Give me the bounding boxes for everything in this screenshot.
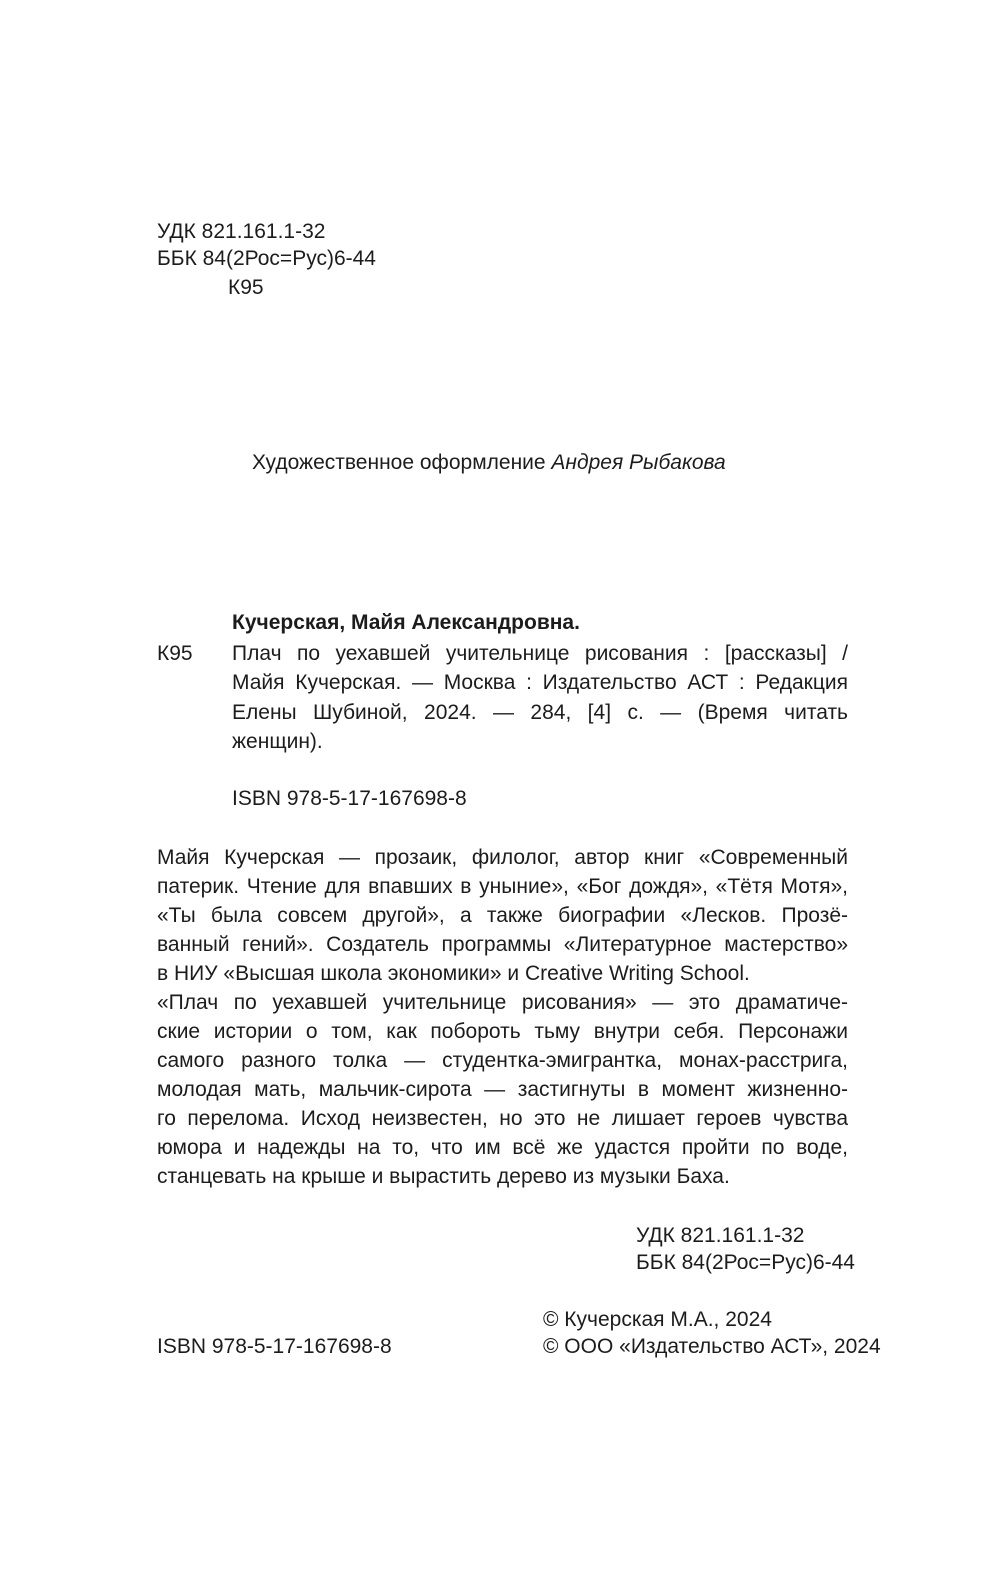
author-mark-top: К95 [228,276,264,299]
art-credit-artist: Андрея Рыбакова [551,451,726,474]
annotation-line: Майя Кучерская — прозаик, филолог, автор книг «Современный [157,846,848,869]
art-credit [252,448,726,477]
annotation-line: юмора и надежды на то, что им всё же удастся пройти по воде, [157,1136,848,1159]
udk-code-top: УДК 821.161.1-32 [157,220,326,243]
annotation-line: станцевать на крыше и вырастить дерево из музыки Баха. [157,1165,730,1188]
art-credit-label: Художественное оформление [252,451,546,474]
udk-code-bottom: УДК 821.161.1-32 [636,1224,805,1247]
annotation-line: ские истории о том, как побороть тьму внутри себя. Персонажи [157,1020,848,1043]
record-description [232,639,848,756]
record-isbn: ISBN 978-5-17-167698-8 [232,787,467,810]
annotation-line: го перелома. Исход неизвестен, но это не лишает героев чувства [157,1107,848,1130]
bbk-code-top: ББК 84(2Рос=Рус)6-44 [157,247,376,270]
copyright-author: © Кучерская М.А., 2024 [543,1308,772,1331]
bbk-code-bottom: ББК 84(2Рос=Рус)6-44 [636,1251,855,1274]
annotation-line: ванный гений». Создатель программы «Литературное мастерство» [157,933,848,956]
description-line: женщин). [232,729,323,753]
annotation-line: патерик. Чтение для впавших в уныние», «Бог дождя», «Тётя Мотя», [157,875,848,898]
annotation-paragraph [157,988,848,1191]
isbn-bottom: ISBN 978-5-17-167698-8 [157,1335,392,1358]
record-author-mark: К95 [157,642,193,665]
annotation-line: молодая мать, мальчик-сирота — застигнуты в момент жизненно- [157,1078,848,1101]
copyright-publisher: © ООО «Издательство АСТ», 2024 [543,1335,881,1358]
annotation-line: в НИУ «Высшая школа экономики» и Creative Writing School. [157,962,750,985]
description-line: Елены Шубиной, 2024. — 284, [4] с. — (Время читать [232,700,848,724]
description-line: Майя Кучерская. — Москва : Издательство АСТ : Редакция [232,671,848,695]
annotation-line: «Ты была совсем другой», а также биографии «Лесков. Прозё- [157,904,848,927]
record-heading: Кучерская, Майя Александровна. [232,611,580,634]
annotation [157,843,848,1191]
annotation-paragraph [157,843,848,988]
annotation-line: «Плач по уехавшей учительнице рисования» — это драматиче- [157,991,848,1014]
annotation-line: самого разного толка — студентка-эмигрантка, монах-расстрига, [157,1049,848,1072]
description-line: Плач по уехавшей учительнице рисования : [рассказы] / [232,642,848,665]
